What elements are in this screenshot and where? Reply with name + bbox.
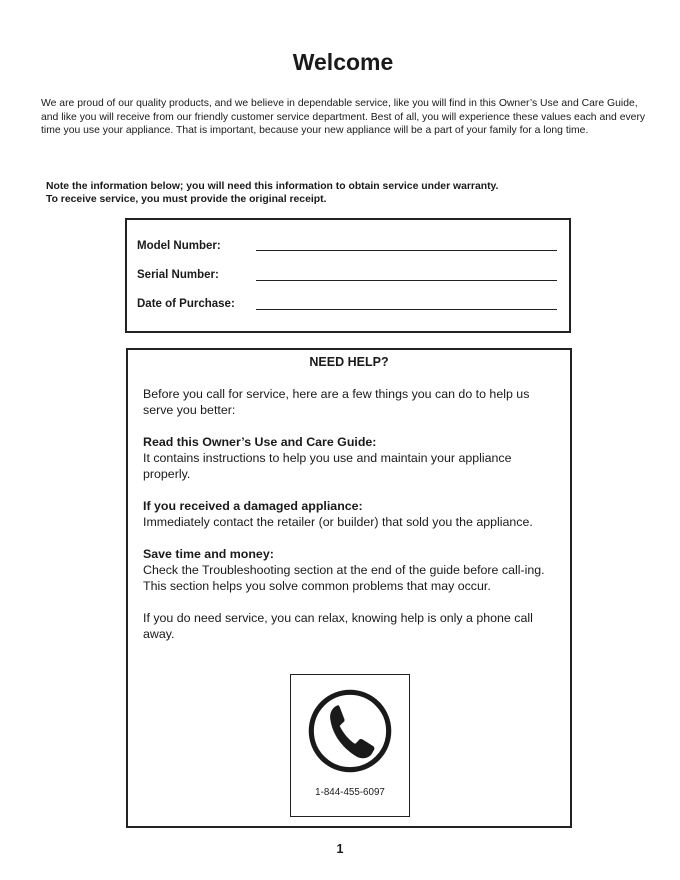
help-intro: Before you call for service, here are a few things you can do to help us serve you better: — [143, 387, 530, 417]
help-section — [143, 434, 561, 482]
help-closing: If you do need service, you can relax, knowing help is only a phone call away. — [143, 611, 533, 641]
warranty-notice-line: Note the information below; you will need this information to obtain service under warranty. — [46, 181, 499, 192]
model-number-field[interactable] — [256, 250, 557, 251]
page-number: 1 — [336, 842, 344, 856]
page-title: Welcome — [292, 49, 394, 75]
need-help-box — [126, 348, 572, 828]
need-help-title: NEED HELP? — [309, 355, 389, 369]
help-section-heading: If you received a damaged appliance: — [143, 499, 363, 513]
help-section — [143, 546, 561, 594]
purchase-date-field[interactable] — [256, 309, 557, 310]
help-section-text: Immediately contact the retailer (or builder) that sold you the appliance. — [143, 515, 533, 529]
help-section-text: Check the Troubleshooting section at the end of the guide before call-ing. This section helps you solve common problems that may occur. — [143, 563, 545, 593]
warranty-notice — [46, 180, 646, 207]
help-section — [143, 498, 561, 530]
help-section-text: It contains instructions to help you use and maintain your appliance properly. — [143, 451, 512, 481]
model-number-label: Model Number: — [137, 240, 221, 252]
phone-icon — [307, 688, 393, 774]
help-section-heading: Save time and money: — [143, 547, 274, 561]
purchase-date-label: Date of Purchase: — [137, 298, 235, 310]
serial-number-label: Serial Number: — [137, 269, 219, 281]
product-info-form — [125, 218, 571, 333]
phone-contact-box — [290, 674, 410, 817]
help-section-heading: Read this Owner’s Use and Care Guide: — [143, 435, 377, 449]
need-help-body — [143, 386, 561, 658]
serial-number-field[interactable] — [256, 280, 557, 281]
warranty-notice-line: To receive service, you must provide the original receipt. — [46, 194, 327, 206]
intro-paragraph: We are proud of our quality products, and we believe in dependable service, like you will find in this Owner’s Use and Care Guide, and like you will receive from our friendly customer service department. Best of all, you will experience these values each and every time you use your appliance. That is important, because your new appliance will be a part of your family for a long time. — [41, 98, 646, 137]
phone-number: 1-844-455-6097 — [315, 787, 385, 798]
